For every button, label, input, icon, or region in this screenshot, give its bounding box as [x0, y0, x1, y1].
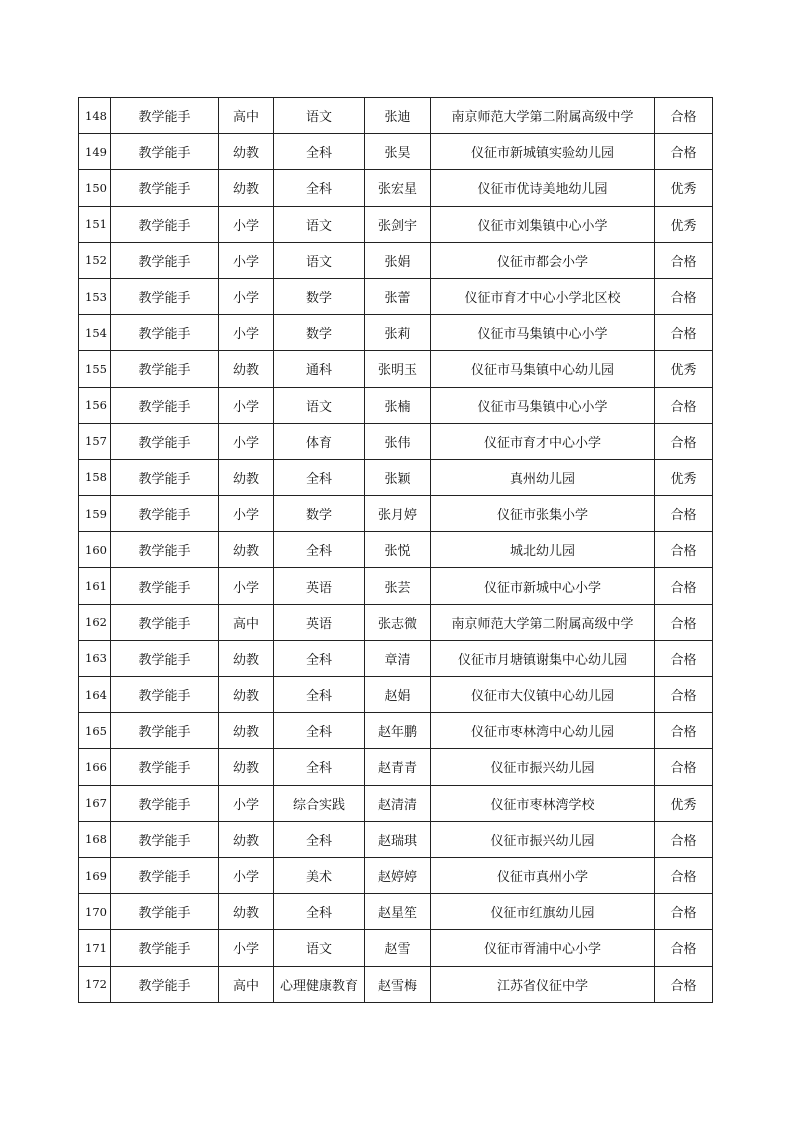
name-cell: 赵清清	[365, 785, 431, 821]
subject-cell: 语文	[274, 242, 365, 278]
table-row	[79, 640, 713, 676]
name-cell: 赵瑞琪	[365, 821, 431, 857]
subject-cell: 全科	[274, 677, 365, 713]
name-cell: 张悦	[365, 532, 431, 568]
level-cell: 小学	[219, 496, 274, 532]
school-cell: 仪征市马集镇中心幼儿园	[431, 351, 655, 387]
subject-cell: 心理健康教育	[274, 966, 365, 1002]
subject-cell: 全科	[274, 821, 365, 857]
title-cell: 教学能手	[111, 785, 219, 821]
title-cell: 教学能手	[111, 677, 219, 713]
level-cell: 小学	[219, 387, 274, 423]
result-cell: 合格	[655, 496, 713, 532]
level-cell: 幼教	[219, 894, 274, 930]
level-cell: 小学	[219, 206, 274, 242]
result-cell: 合格	[655, 604, 713, 640]
subject-cell: 英语	[274, 604, 365, 640]
school-cell: 江苏省仪征中学	[431, 966, 655, 1002]
subject-cell: 语文	[274, 98, 365, 134]
subject-cell: 数学	[274, 496, 365, 532]
title-cell: 教学能手	[111, 423, 219, 459]
level-cell: 小学	[219, 785, 274, 821]
subject-cell: 数学	[274, 278, 365, 314]
name-cell: 张迪	[365, 98, 431, 134]
title-cell: 教学能手	[111, 894, 219, 930]
row-number-cell: 160	[79, 532, 111, 568]
row-number-cell: 162	[79, 604, 111, 640]
row-number-cell: 151	[79, 206, 111, 242]
row-number-cell: 159	[79, 496, 111, 532]
level-cell: 幼教	[219, 640, 274, 676]
table-row	[79, 387, 713, 423]
name-cell: 赵雪梅	[365, 966, 431, 1002]
subject-cell: 英语	[274, 568, 365, 604]
table-row	[79, 134, 713, 170]
title-cell: 教学能手	[111, 568, 219, 604]
row-number-cell: 148	[79, 98, 111, 134]
subject-cell: 全科	[274, 134, 365, 170]
level-cell: 小学	[219, 568, 274, 604]
school-cell: 仪征市马集镇中心小学	[431, 387, 655, 423]
school-cell: 南京师范大学第二附属高级中学	[431, 604, 655, 640]
school-cell: 仪征市枣林湾中心幼儿园	[431, 713, 655, 749]
subject-cell: 全科	[274, 640, 365, 676]
title-cell: 教学能手	[111, 351, 219, 387]
title-cell: 教学能手	[111, 134, 219, 170]
school-cell: 仪征市枣林湾学校	[431, 785, 655, 821]
level-cell: 幼教	[219, 351, 274, 387]
title-cell: 教学能手	[111, 930, 219, 966]
row-number-cell: 157	[79, 423, 111, 459]
title-cell: 教学能手	[111, 170, 219, 206]
name-cell: 张月婷	[365, 496, 431, 532]
title-cell: 教学能手	[111, 387, 219, 423]
table-row	[79, 170, 713, 206]
name-cell: 张蕾	[365, 278, 431, 314]
title-cell: 教学能手	[111, 604, 219, 640]
table-row	[79, 459, 713, 495]
name-cell: 张伟	[365, 423, 431, 459]
name-cell: 赵星笙	[365, 894, 431, 930]
level-cell: 小学	[219, 315, 274, 351]
school-cell: 仪征市育才中心小学	[431, 423, 655, 459]
table-row	[79, 98, 713, 134]
school-cell: 仪征市振兴幼儿园	[431, 821, 655, 857]
level-cell: 高中	[219, 604, 274, 640]
result-cell: 合格	[655, 677, 713, 713]
result-cell: 合格	[655, 713, 713, 749]
school-cell: 仪征市育才中心小学北区校	[431, 278, 655, 314]
level-cell: 小学	[219, 242, 274, 278]
result-cell: 优秀	[655, 170, 713, 206]
result-cell: 合格	[655, 134, 713, 170]
subject-cell: 全科	[274, 170, 365, 206]
subject-cell: 全科	[274, 459, 365, 495]
table-row	[79, 677, 713, 713]
name-cell: 赵青青	[365, 749, 431, 785]
level-cell: 幼教	[219, 134, 274, 170]
level-cell: 幼教	[219, 821, 274, 857]
school-cell: 南京师范大学第二附属高级中学	[431, 98, 655, 134]
row-number-cell: 171	[79, 930, 111, 966]
subject-cell: 全科	[274, 749, 365, 785]
result-cell: 合格	[655, 640, 713, 676]
school-cell: 仪征市张集小学	[431, 496, 655, 532]
table-row	[79, 604, 713, 640]
row-number-cell: 168	[79, 821, 111, 857]
level-cell: 幼教	[219, 677, 274, 713]
school-cell: 仪征市新城中心小学	[431, 568, 655, 604]
name-cell: 张颖	[365, 459, 431, 495]
row-number-cell: 167	[79, 785, 111, 821]
level-cell: 幼教	[219, 170, 274, 206]
result-cell: 合格	[655, 278, 713, 314]
title-cell: 教学能手	[111, 459, 219, 495]
table-row	[79, 496, 713, 532]
result-cell: 合格	[655, 242, 713, 278]
row-number-cell: 165	[79, 713, 111, 749]
title-cell: 教学能手	[111, 98, 219, 134]
row-number-cell: 172	[79, 966, 111, 1002]
school-cell: 仪征市刘集镇中心小学	[431, 206, 655, 242]
title-cell: 教学能手	[111, 315, 219, 351]
result-cell: 合格	[655, 568, 713, 604]
result-cell: 优秀	[655, 206, 713, 242]
table-row	[79, 206, 713, 242]
row-number-cell: 152	[79, 242, 111, 278]
title-cell: 教学能手	[111, 966, 219, 1002]
name-cell: 赵年鹏	[365, 713, 431, 749]
title-cell: 教学能手	[111, 496, 219, 532]
row-number-cell: 153	[79, 278, 111, 314]
level-cell: 小学	[219, 930, 274, 966]
title-cell: 教学能手	[111, 242, 219, 278]
level-cell: 小学	[219, 423, 274, 459]
name-cell: 张志微	[365, 604, 431, 640]
title-cell: 教学能手	[111, 749, 219, 785]
level-cell: 高中	[219, 966, 274, 1002]
level-cell: 幼教	[219, 749, 274, 785]
table-row	[79, 785, 713, 821]
table-row	[79, 894, 713, 930]
table-row	[79, 857, 713, 893]
table-row	[79, 713, 713, 749]
row-number-cell: 149	[79, 134, 111, 170]
result-cell: 合格	[655, 387, 713, 423]
title-cell: 教学能手	[111, 532, 219, 568]
subject-cell: 全科	[274, 894, 365, 930]
table-row	[79, 242, 713, 278]
subject-cell: 语文	[274, 387, 365, 423]
row-number-cell: 161	[79, 568, 111, 604]
row-number-cell: 163	[79, 640, 111, 676]
school-cell: 仪征市大仪镇中心幼儿园	[431, 677, 655, 713]
table-row	[79, 930, 713, 966]
subject-cell: 通科	[274, 351, 365, 387]
name-cell: 赵雪	[365, 930, 431, 966]
name-cell: 张莉	[365, 315, 431, 351]
school-cell: 仪征市真州小学	[431, 857, 655, 893]
title-cell: 教学能手	[111, 821, 219, 857]
row-number-cell: 170	[79, 894, 111, 930]
subject-cell: 数学	[274, 315, 365, 351]
name-cell: 张楠	[365, 387, 431, 423]
school-cell: 仪征市马集镇中心小学	[431, 315, 655, 351]
title-cell: 教学能手	[111, 640, 219, 676]
title-cell: 教学能手	[111, 857, 219, 893]
level-cell: 小学	[219, 857, 274, 893]
level-cell: 幼教	[219, 532, 274, 568]
table-row	[79, 568, 713, 604]
school-cell: 仪征市优诗美地幼儿园	[431, 170, 655, 206]
school-cell: 真州幼儿园	[431, 459, 655, 495]
level-cell: 高中	[219, 98, 274, 134]
row-number-cell: 156	[79, 387, 111, 423]
result-cell: 合格	[655, 532, 713, 568]
subject-cell: 语文	[274, 206, 365, 242]
result-cell: 合格	[655, 98, 713, 134]
school-cell: 仪征市新城镇实验幼儿园	[431, 134, 655, 170]
table-row	[79, 821, 713, 857]
school-cell: 城北幼儿园	[431, 532, 655, 568]
table-row	[79, 278, 713, 314]
table-row	[79, 749, 713, 785]
roster-table-body	[79, 98, 713, 1003]
table-row	[79, 423, 713, 459]
name-cell: 赵婷婷	[365, 857, 431, 893]
name-cell: 张剑宇	[365, 206, 431, 242]
level-cell: 幼教	[219, 459, 274, 495]
level-cell: 幼教	[219, 713, 274, 749]
name-cell: 章清	[365, 640, 431, 676]
result-cell: 优秀	[655, 351, 713, 387]
row-number-cell: 166	[79, 749, 111, 785]
result-cell: 合格	[655, 749, 713, 785]
result-cell: 合格	[655, 821, 713, 857]
name-cell: 张明玉	[365, 351, 431, 387]
result-cell: 优秀	[655, 459, 713, 495]
result-cell: 合格	[655, 966, 713, 1002]
subject-cell: 美术	[274, 857, 365, 893]
name-cell: 张宏星	[365, 170, 431, 206]
result-cell: 合格	[655, 423, 713, 459]
table-row	[79, 315, 713, 351]
subject-cell: 综合实践	[274, 785, 365, 821]
row-number-cell: 155	[79, 351, 111, 387]
row-number-cell: 164	[79, 677, 111, 713]
name-cell: 张芸	[365, 568, 431, 604]
table-row	[79, 351, 713, 387]
row-number-cell: 158	[79, 459, 111, 495]
table-row	[79, 966, 713, 1002]
school-cell: 仪征市振兴幼儿园	[431, 749, 655, 785]
school-cell: 仪征市都会小学	[431, 242, 655, 278]
school-cell: 仪征市红旗幼儿园	[431, 894, 655, 930]
school-cell: 仪征市胥浦中心小学	[431, 930, 655, 966]
name-cell: 赵娟	[365, 677, 431, 713]
name-cell: 张娟	[365, 242, 431, 278]
subject-cell: 体育	[274, 423, 365, 459]
row-number-cell: 150	[79, 170, 111, 206]
result-cell: 合格	[655, 894, 713, 930]
level-cell: 小学	[219, 278, 274, 314]
row-number-cell: 154	[79, 315, 111, 351]
result-cell: 合格	[655, 930, 713, 966]
subject-cell: 语文	[274, 930, 365, 966]
title-cell: 教学能手	[111, 278, 219, 314]
school-cell: 仪征市月塘镇谢集中心幼儿园	[431, 640, 655, 676]
row-number-cell: 169	[79, 857, 111, 893]
subject-cell: 全科	[274, 532, 365, 568]
result-cell: 合格	[655, 857, 713, 893]
result-cell: 优秀	[655, 785, 713, 821]
name-cell: 张昊	[365, 134, 431, 170]
title-cell: 教学能手	[111, 713, 219, 749]
table-row	[79, 532, 713, 568]
subject-cell: 全科	[274, 713, 365, 749]
title-cell: 教学能手	[111, 206, 219, 242]
roster-table	[78, 97, 713, 1003]
result-cell: 合格	[655, 315, 713, 351]
